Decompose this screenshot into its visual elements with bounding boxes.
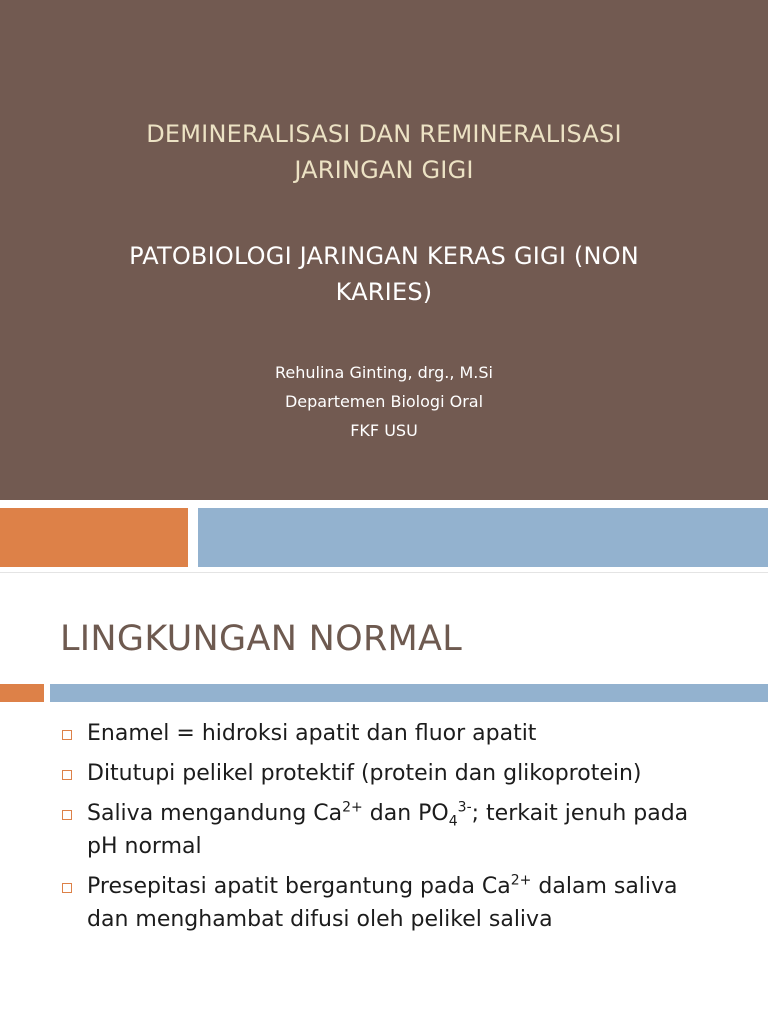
superscript-charge: 2+ — [342, 799, 363, 816]
text-fragment: dalam saliva dan menghambat difusi oleh pelikel saliva — [87, 874, 678, 932]
author-name: Rehulina Ginting, drg., M.Si — [275, 363, 493, 382]
list-item — [60, 797, 720, 863]
slide-title — [60, 116, 708, 188]
text-fragment: ; terkait jenuh pada pH normal — [87, 801, 689, 859]
square-bullet-icon — [62, 730, 72, 740]
square-bullet-icon — [62, 883, 72, 893]
accent-bar-blue — [198, 508, 768, 567]
text-fragment: Saliva mengandung Ca — [87, 801, 343, 826]
square-bullet-icon — [62, 810, 72, 820]
superscript-charge: 2+ — [510, 872, 532, 889]
slide-title-line-1: DEMINERALISASI DAN REMINERALISASI — [146, 120, 622, 148]
bullet-list — [60, 717, 720, 943]
author-faculty: FKF USU — [350, 421, 418, 440]
slide-subtitle — [60, 238, 708, 310]
list-item — [60, 717, 720, 750]
author-block — [60, 358, 708, 445]
slide-subtitle-line-2: KARIES) — [335, 278, 433, 306]
content-slide — [0, 572, 768, 1024]
text-fragment: Presepitasi apatit bergantung pada Ca — [87, 874, 511, 899]
list-item-text — [87, 801, 688, 859]
text-fragment: dan PO — [362, 801, 449, 826]
list-item-text: Ditutupi pelikel protektif (protein dan glikoprotein) — [87, 761, 642, 786]
list-item-text — [87, 874, 678, 932]
superscript-charge: 3- — [457, 799, 472, 816]
list-item — [60, 757, 720, 790]
title-underline-blue — [50, 684, 768, 702]
list-item — [60, 870, 720, 936]
slide-title-line-2: JARINGAN GIGI — [294, 156, 474, 184]
slide-subtitle-line-1: PATOBIOLOGI JARINGAN KERAS GIGI (NON — [129, 242, 639, 270]
subscript-count: 4 — [448, 813, 458, 830]
square-bullet-icon — [62, 770, 72, 780]
author-department: Departemen Biologi Oral — [284, 392, 484, 411]
title-underline-orange — [0, 684, 44, 702]
list-item-text: Enamel = hidroksi apatit dan fluor apatit — [87, 721, 537, 746]
content-slide-title: LINGKUNGAN NORMAL — [60, 619, 463, 659]
accent-bar-orange — [0, 508, 188, 567]
